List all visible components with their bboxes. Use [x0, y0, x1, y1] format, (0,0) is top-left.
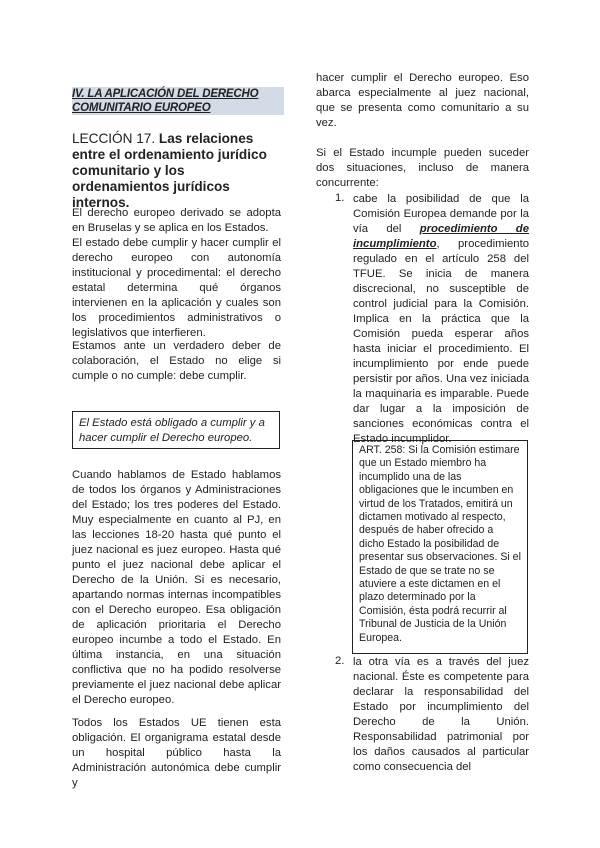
- list-item-1: [353, 192, 529, 447]
- lesson-title: [72, 131, 284, 211]
- highlight-box: El Estado está obligado a cumplir y a hacer cumplir el Derecho europeo.: [72, 411, 280, 449]
- section-heading: IV. LA APLICACIÓN DEL DERECHO COMUNITARIO EUROPEO: [72, 87, 284, 115]
- list-item-1-emphasis: procedimiento de incumplimiento: [353, 223, 529, 250]
- left-paragraph-2: El estado debe cumplir y hacer cumplir el derecho europeo con autonomía institucional y procedimental: el derecho estatal determina qué órganos intervienen en la aplicación y cuales son los procedimientos administrativos o legislativos que interfieren.: [72, 237, 281, 339]
- left-paragraph-1: El derecho europeo derivado se adopta en Bruselas y se aplica en los Estados.: [72, 207, 281, 234]
- list-number-2: 2.: [335, 655, 345, 667]
- left-paragraph-3: Estamos ante un verdadero deber de colaboración, el Estado no elige si cumple o no cumple: debe cumplir.: [72, 340, 281, 382]
- article-258-box: ART. 258: Si la Comisión estimare que un Estado miembro ha incumplido una de las obligaciones que le incumben en virtud de los Tratados, emitirá un dictamen motivado al respecto, después de haber ofrecido a dicho Estado la posibilidad de presentar sus observaciones. Si el Estado de que se trate no se atuviere a este dictamen en el plazo determinado por la Comisión, ésta podrá recurrir al Tribunal de Justicia de la Unión Europea.: [352, 440, 528, 654]
- list-item-2: la otra vía es a través del juez nacional. Éste es competente para declarar la responsabilidad del Estado por incumplimiento del Derecho de la Unión. Responsabilidad patrimonial por los daños causados al particular como consecuencia del: [353, 656, 529, 773]
- lesson-number: LECCIÓN 17.: [72, 131, 156, 146]
- list-number-1: 1.: [335, 192, 345, 204]
- list-item-1-text-a: cabe la posibilidad de que la Comisión Europea demande por la vía del: [353, 193, 529, 235]
- left-paragraph-5: Todos los Estados UE tienen esta obligación. El organigrama estatal desde un hospital público hasta la Administración autonómica debe cumplir y: [72, 717, 281, 789]
- left-paragraph-4: Cuando hablamos de Estado hablamos de todos los órganos y Administraciones del Estado; los tres poderes del Estado. Muy especialmente en cuanto al PJ, en las lecciones 18-20 hasta qué punto el juez nacional es juez europeo. Hasta qué punto el juez nacional debe aplicar el Derecho de la Unión. Si es necesario, apartando normas internas incompatibles con el Derecho europeo. Esa obligación de aplicación prioritaria el Derecho europeo incumbe a todo el Estado. En última instancia, en una situación conflictiva que no ha podido resolverse previamente el juez nacional debe aplicar el Derecho europeo.: [72, 469, 281, 706]
- right-paragraph-1: hacer cumplir el Derecho europeo. Eso abarca especialmente al juez nacional, que se presenta como comunitario a su vez.: [316, 72, 529, 129]
- lesson-heading: Las relaciones entre el ordenamiento jurídico comunitario y los ordenamientos jurídicos internos.: [72, 131, 267, 210]
- list-item-1-text-b: , procedimiento regulado en el artículo 258 del TFUE. Se inicia de manera discrecional, no susceptible de control judicial para la Comisión. Implica en la práctica que la Comisión pueda esperar años hasta iniciar el procedimiento. El incumplimiento por ende puede persistir por años. Una vez iniciada la maquinaria es imparable. Puede dar lugar a la imposición de sanciones económicas contra el Estado incumplidor.: [353, 238, 529, 445]
- right-paragraph-2: Si el Estado incumple pueden suceder dos situaciones, incluso de manera concurrente:: [316, 147, 529, 189]
